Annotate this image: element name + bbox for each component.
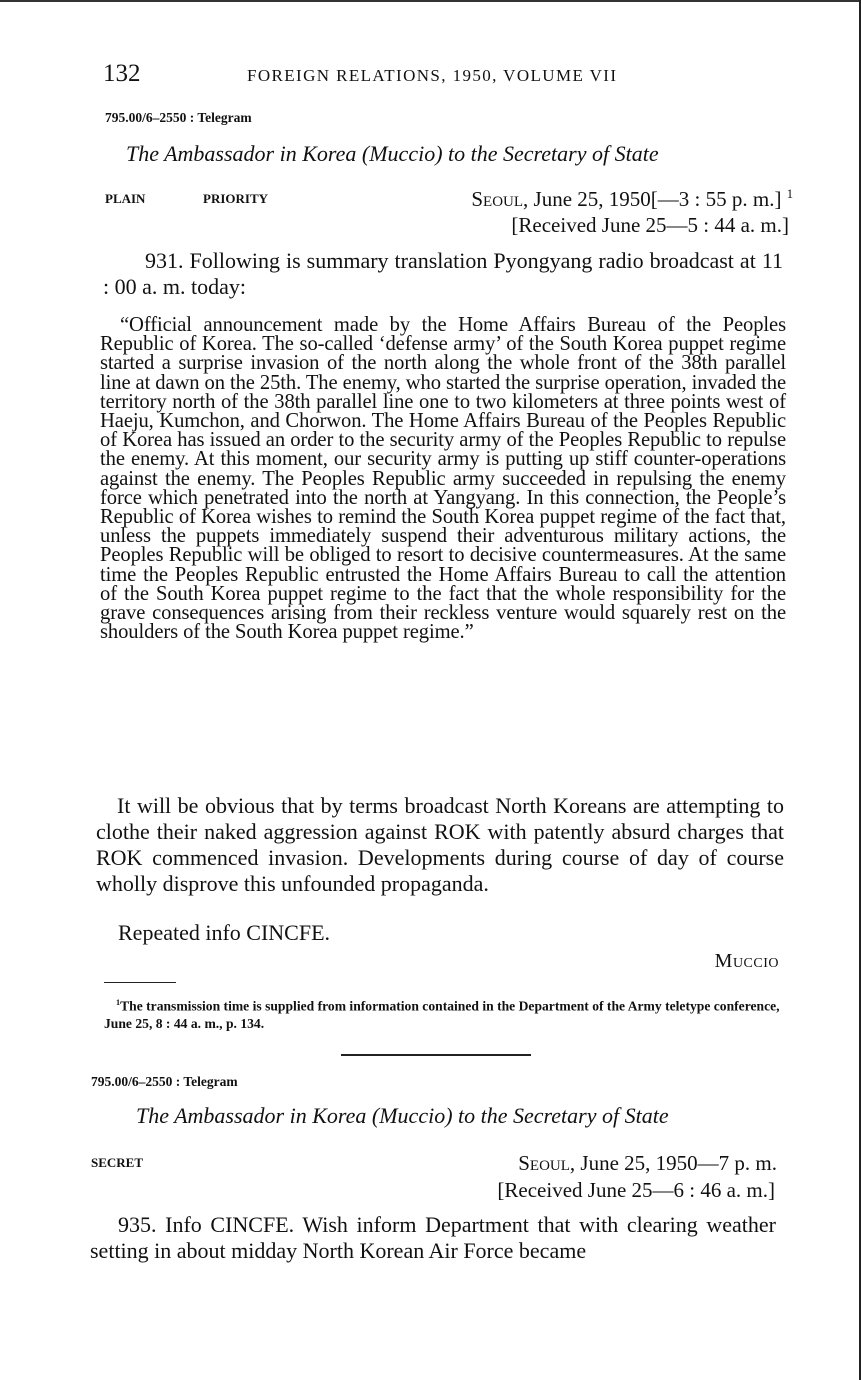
doc1-dateline — [471, 187, 793, 212]
running-title: FOREIGN RELATIONS, 1950, VOLUME VII — [247, 66, 618, 85]
doc1-dateline-date: , June 25, 1950[—3 : 55 p. m.] — [523, 187, 782, 211]
doc2-classification-secret: SECRET — [91, 1155, 144, 1170]
section-divider — [341, 1054, 531, 1056]
doc1-classification-priority: PRIORITY — [203, 191, 269, 206]
doc1-footnote-number: 1 — [116, 998, 121, 1007]
doc1-signature: Muccio — [714, 950, 779, 972]
doc2-dateline-place: Seoul — [518, 1151, 570, 1175]
doc1-dateline-place: Seoul — [471, 187, 524, 211]
doc1-reference: 795.00/6–2550 : Telegram — [105, 110, 252, 125]
doc1-quoted-announcement: “Official announcement made by the Home Affairs Bureau of the Peoples Republic of Korea. The so-called ‘defense army’ of the South Korea puppet regime started a surprise invasion of the north along the whole front of the 38th parallel line at dawn on the 25th. The enemy, who started the surprise operation, invaded the territory north of the 38th parallel line one to two kilometers at three points west of Haeju, Kumchon, and Chorwon. The Home Affairs Bureau of the Peoples Republic of Korea has issued an order to the security army of the Peoples Republic to repulse the enemy. At this moment, our security army is putting up stiff counter-operations against the enemy. The Peoples Republic army succeeded in repulsing the enemy force which penetrated into the north at Yangyang. In this connection, the People’s Republic of Korea wishes to remind the South Korea puppet regime of the fact that, unless the puppets immediately suspend their adventurous military actions, the Peoples Republic will be obliged to resort to decisive countermeasures. At the same time the Peoples Republic entrusted the Home Affairs Bureau to call the attention of the South Korea puppet regime to the fact that the whole responsibility for the grave consequences arising from their reckless venture would squarely rest on the shoulders of the South Korea puppet regime.” — [100, 314, 786, 644]
doc2-intro-paragraph: 935. Info CINCFE. Wish inform Department that with clearing weather setting in about midday North Korean Air Force became — [90, 1212, 776, 1263]
doc1-footnote-text: The transmission time is supplied from information contained in the Department of the Army teletype conference, June 25, 8 : 44 a. m., p. 134. — [104, 998, 780, 1031]
doc2-dateline-date: , June 25, 1950—7 p. m. — [569, 1151, 777, 1175]
doc1-title: The Ambassador in Korea (Muccio) to the Secretary of State — [126, 141, 659, 166]
doc1-repeated-line: Repeated info CINCFE. — [118, 920, 331, 945]
doc2-reference: 795.00/6–2550 : Telegram — [91, 1074, 238, 1089]
footnote-separator — [104, 982, 176, 983]
doc1-classification-plain: PLAIN — [105, 191, 146, 206]
doc2-dateline — [518, 1151, 777, 1176]
doc1-comment-paragraph: It will be obvious that by terms broadcast North Koreans are attempting to clothe their naked aggression against ROK with patently absurd charges that ROK commenced invasion. Developments during course of day of course wholly disprove this unfounded propaganda. — [96, 793, 784, 896]
doc2-title: The Ambassador in Korea (Muccio) to the Secretary of State — [136, 1103, 669, 1128]
doc1-received: [Received June 25—5 : 44 a. m.] — [511, 213, 789, 237]
doc1-intro-paragraph: 931. Following is summary translation Pyongyang radio broadcast at 11 : 00 a. m. today: — [103, 248, 783, 299]
doc1-footnote-marker: 1 — [786, 187, 793, 201]
page-top-edge — [0, 0, 861, 2]
page-number: 132 — [103, 60, 141, 87]
doc2-received: [Received June 25—6 : 46 a. m.] — [497, 1178, 775, 1202]
doc1-footnote — [104, 994, 782, 1032]
